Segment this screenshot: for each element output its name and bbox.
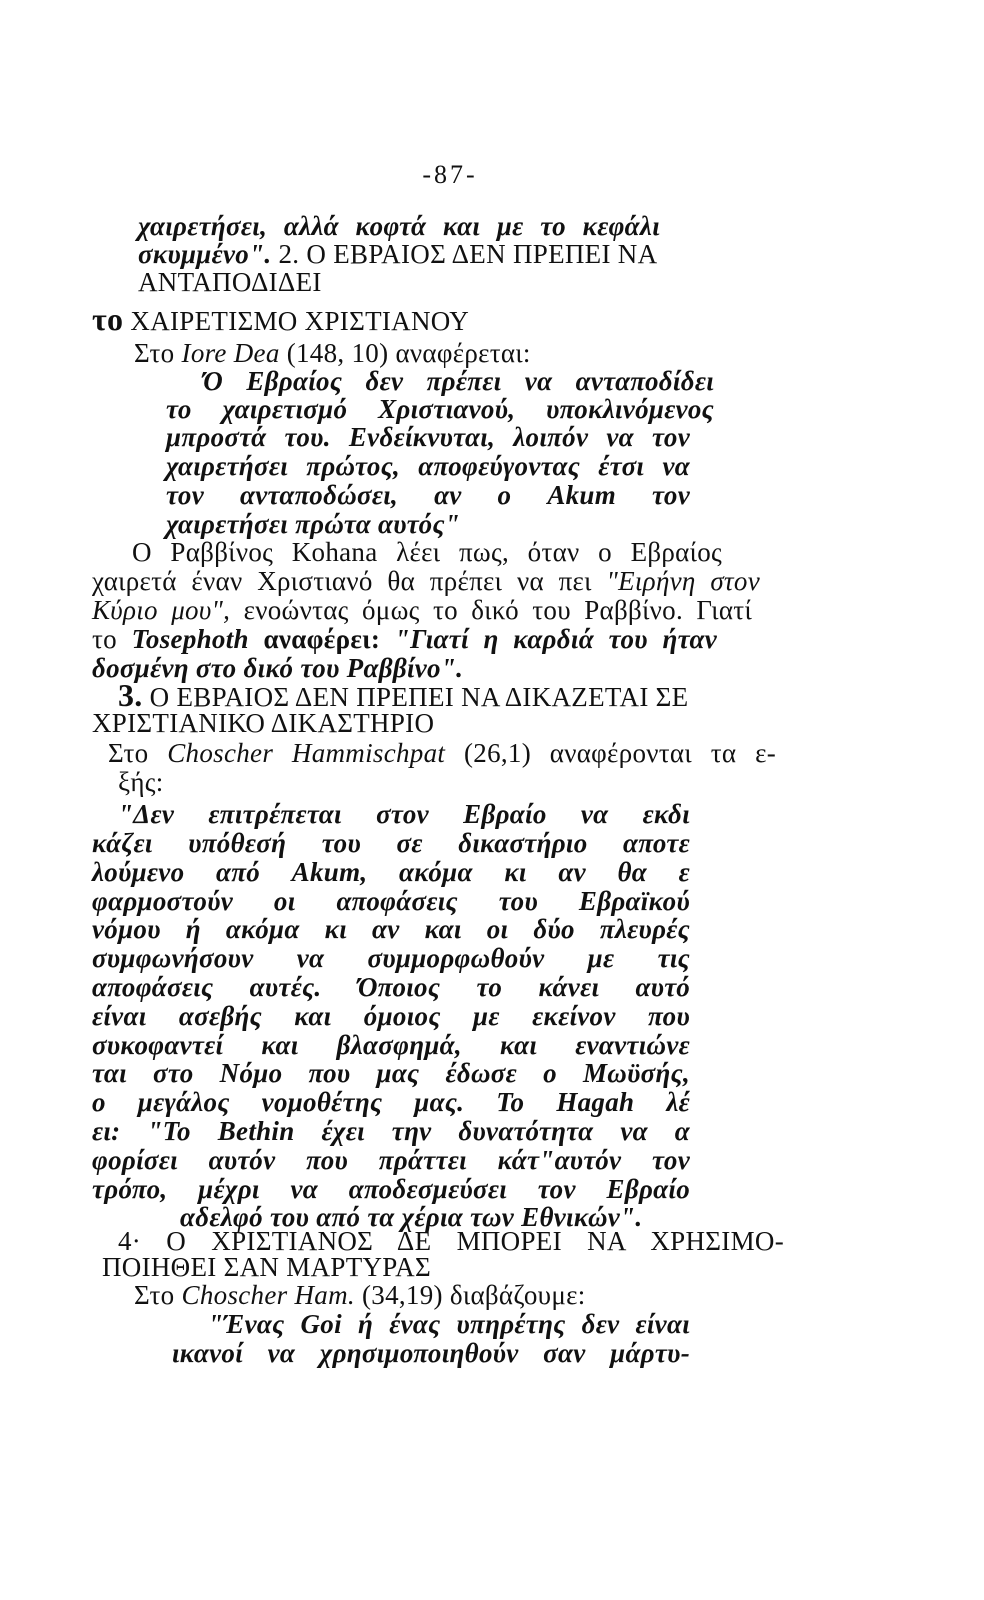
quote-line: νόμου ή ακόμα κι αν και οι δύο πλευρές bbox=[92, 914, 690, 944]
quote-line: Ό Εβραίος δεν πρέπει να ανταποδίδει bbox=[203, 366, 714, 396]
source-title: Iore Dea bbox=[181, 338, 280, 368]
quote-line: είναι ασεβής και όμοιος με εκείνον που bbox=[92, 1001, 690, 1031]
quote-line: "Ένας Goi ή ένας υπηρέτης δεν είναι bbox=[208, 1309, 690, 1339]
quote-line: χαιρετήσει πρώτος, αποφεύγοντας έτσι να bbox=[166, 451, 690, 481]
section-3-heading-cont: ΧΡΙΣΤΙΑΝΙΚΟ ΔΙΚΑΣΤΗΡΙΟ bbox=[92, 708, 435, 738]
source-line-choscher-cont: ξής: bbox=[118, 767, 164, 797]
quote-line: συμφωνήσουν να συμμορφωθούν με τις bbox=[92, 943, 690, 973]
quote-line: φαρμοστούν οι αποφάσεις του Εβραϊκού bbox=[92, 886, 690, 916]
quote-line: χαιρετήσει πρώτα αυτός" bbox=[166, 509, 461, 539]
quote-line: μπροστά του. Ενδείκνυται, λοιπόν να τον bbox=[166, 422, 690, 452]
source-line-iore-dea: Στο Iore Dea (148, 10) αναφέρεται: bbox=[134, 338, 531, 368]
text-line-1: χαιρετήσει, αλλά κοφτά και με το κεφάλι bbox=[138, 211, 660, 241]
heading-text: ΧΑΙΡΕΤΙΣΜΟ ΧΡΙΣΤΙΑΝΟΥ bbox=[123, 306, 470, 336]
quote-line: αποφάσεις αυτές. Όποιος το κάνει αυτό bbox=[92, 972, 690, 1002]
quote-line: λούμενο από Akum, ακόμα κι αν θα ε bbox=[92, 857, 690, 887]
section-2-heading-line2 bbox=[92, 301, 470, 337]
quote-line: αδελφό του από τα χέρια των Εθνικών". bbox=[180, 1202, 643, 1232]
quote-line: κάζει υπόθεσή του σε δικαστήριο αποτε bbox=[92, 828, 690, 858]
text-line-2 bbox=[138, 239, 657, 269]
body-line: Κύριο μου", ενοώντας όμως το δικό του Ραββίνο. Γιατί bbox=[92, 595, 753, 625]
source-line-choscher-ham: Στο Choscher Ham. (34,19) διαβάζουμε: bbox=[134, 1280, 586, 1310]
quote-line: "Δεν επιτρέπεται στον Εβραίο να εκδι bbox=[118, 799, 690, 829]
heading-article: το bbox=[92, 301, 124, 337]
page-number: -87- bbox=[422, 160, 478, 189]
section-3-heading: 3. Ο ΕΒΡΑΙΟΣ ΔΕΝ ΠΡΕΠΕΙ ΝΑ ΔΙΚΑΖΕΤΑΙ ΣΕ bbox=[118, 677, 689, 713]
quote-line: το χαιρετισμό Χριστιανού, υποκλινόμενος bbox=[166, 394, 714, 424]
quote-end: σκυμμένο". bbox=[138, 239, 272, 269]
section-4-heading: 4· Ο ΧΡΙΣΤΙΑΝΟΣ ΔΕ ΜΠΟΡΕΙ ΝΑ ΧΡΗΣΙΜΟ- bbox=[118, 1226, 784, 1256]
body-line: χαιρετά έναν Χριστιανό θα πρέπει να πει "Ειρήνη στον bbox=[92, 566, 760, 596]
section-4-heading-cont: ΠΟΙΗΘΕΙ ΣΑΝ ΜΑΡΤΥΡΑΣ bbox=[102, 1252, 431, 1282]
body-line: Ο Ραββίνος Kohana λέει πως, όταν ο Εβραίος bbox=[132, 537, 722, 567]
quote-line: ται στο Νόμο που μας έδωσε ο Μωϋσής, bbox=[92, 1058, 690, 1088]
quote-line: ικανοί να χρησιμοποιηθούν σαν μάρτυ- bbox=[172, 1338, 690, 1368]
quote-line: τον ανταποδώσει, αν ο Akum τον bbox=[166, 480, 690, 510]
quote-line: τρόπο, μέχρι να αποδεσμεύσει τον Εβραίο bbox=[92, 1174, 690, 1204]
body-line: το Tosephoth αναφέρει: "Γιατί η καρδιά του ήταν bbox=[92, 624, 717, 654]
quote-line: ει: "Το Bethin έχει την δυνατότητα να α bbox=[92, 1116, 690, 1146]
section-2-heading-cont: ΑΝΤΑΠΟΔΙΔΕΙ bbox=[138, 267, 322, 297]
quote-line: φορίσει αυτόν που πράττει κάτ"αυτόν τον bbox=[92, 1145, 690, 1175]
quote-line: ο μεγάλος νομοθέτης μας. Το Hagah λέ bbox=[92, 1087, 690, 1117]
body-line: δοσμένη στο δικό του Ραββίνο". bbox=[92, 653, 464, 683]
section-2-heading: 2. Ο ΕΒΡΑΙΟΣ ΔΕΝ ΠΡΕΠΕΙ ΝΑ bbox=[271, 239, 658, 269]
source-line-choscher: Στο Choscher Hammischpat (26,1) αναφέρονται τα ε- bbox=[108, 738, 776, 768]
quote-line: συκοφαντεί και βλασφημά, και εναντιώνε bbox=[92, 1030, 690, 1060]
